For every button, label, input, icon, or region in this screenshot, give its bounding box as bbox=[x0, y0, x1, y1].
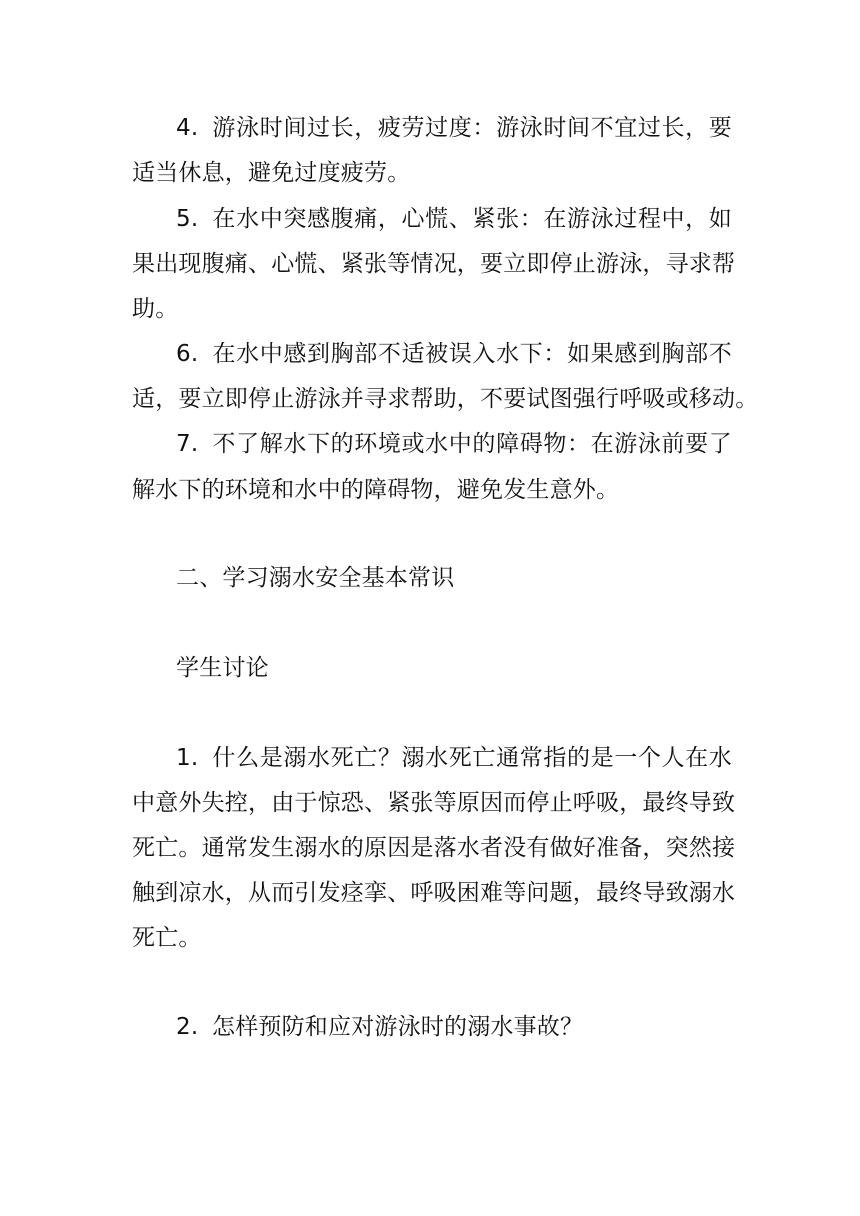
item-number: 2. bbox=[176, 1014, 199, 1040]
list-item-1-line-1 bbox=[176, 743, 732, 773]
item-text: 游泳时间过长，疲劳过度：游泳时间不宜过长，要 bbox=[212, 115, 732, 141]
list-item-4-line-1 bbox=[176, 113, 732, 143]
item-number: 4. bbox=[176, 115, 199, 141]
subheading: 学生讨论 bbox=[176, 655, 269, 681]
list-item-5-line-1 bbox=[176, 204, 732, 234]
section-heading: 二、学习溺水安全基本常识 bbox=[176, 565, 455, 591]
list-item-1-line-3: 死亡。通常发生溺水的原因是落水者没有做好准备，突然接 bbox=[132, 835, 736, 861]
list-item-1-line-5: 死亡。 bbox=[132, 925, 202, 951]
list-item-7-line-1 bbox=[176, 429, 732, 459]
list-item-5-line-2: 果出现腹痛、心慌、紧张等情况，要立即停止游泳，寻求帮 bbox=[132, 251, 736, 277]
item-text: 在水中感到胸部不适被误入水下：如果感到胸部不 bbox=[212, 341, 732, 367]
item-text: 在水中突感腹痛，心慌、紧张：在游泳过程中，如 bbox=[212, 206, 732, 232]
list-item-1-line-4: 触到凉水，从而引发痉挛、呼吸困难等问题，最终导致溺水 bbox=[132, 880, 736, 906]
item-number: 7. bbox=[176, 431, 199, 457]
list-item-2-line-1 bbox=[176, 1012, 732, 1042]
item-text: 不了解水下的环境或水中的障碍物：在游泳前要了 bbox=[212, 431, 732, 457]
item-number: 1. bbox=[176, 745, 199, 771]
list-item-6-line-2: 适，要立即停止游泳并寻求帮助，不要试图强行呼吸或移动。 bbox=[132, 386, 759, 412]
list-item-5-line-3: 助。 bbox=[132, 296, 179, 322]
item-number: 5. bbox=[176, 206, 199, 232]
list-item-4-line-2: 适当休息，避免过度疲劳。 bbox=[132, 160, 411, 186]
list-item-7-line-2: 解水下的环境和水中的障碍物，避免发生意外。 bbox=[132, 477, 620, 503]
item-text: 怎样预防和应对游泳时的溺水事故？ bbox=[212, 1014, 584, 1040]
item-number: 6. bbox=[176, 341, 199, 367]
list-item-6-line-1 bbox=[176, 339, 732, 369]
list-item-1-line-2: 中意外失控，由于惊恐、紧张等原因而停止呼吸，最终导致 bbox=[132, 790, 736, 816]
item-text: 什么是溺水死亡？溺水死亡通常指的是一个人在水 bbox=[212, 745, 732, 771]
